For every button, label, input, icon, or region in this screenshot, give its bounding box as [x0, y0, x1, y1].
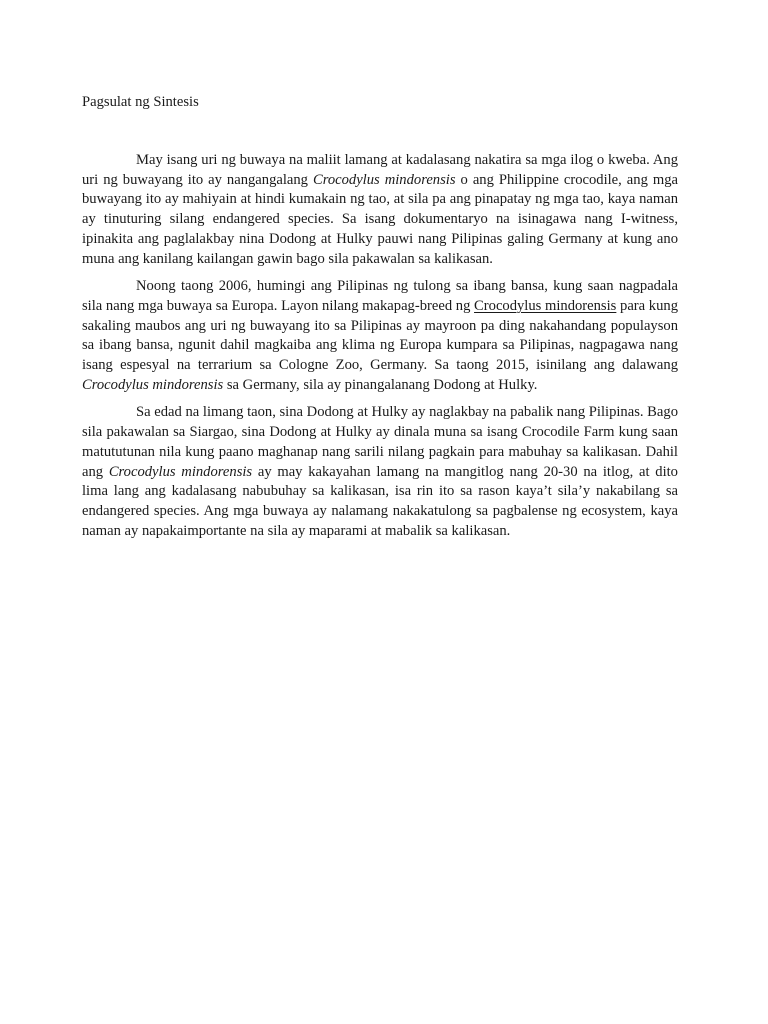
species-name-underlined: Crocodylus mindorensis: [474, 297, 617, 314]
paragraph-2-run-3: para kung sakaling maubos ang uri ng buwayang ito sa Pilipinas ay mayroon pa ding nakahandang populayson sa ibang bansa, ngunit dahil magkaiba ang klima ng Europa kumpara sa Pilipinas, nagpagawa nang isang espesyal na terrarium sa Cologne Zoo, Germany. Sa taong 2015, isinilang ang dalawang: [82, 297, 678, 374]
species-name-italic: Crocodylus mindorensis: [82, 376, 224, 393]
paragraph-2: [82, 277, 678, 395]
species-name-italic: Crocodylus mindorensis: [312, 171, 456, 188]
paragraph-1-run-3: o ang Philippine crocodile, ang mga buwayang ito ay mahiyain at hindi kumakain ng tao, at sila pa ang pinapatay ng mga tao, kaya naman ay tinuturing silang endangered species. Sa isang dokumentaryo na isinagawa nang I-witness, ipinakita ang paglalakbay nina Dodong at Hulky pauwi nang Pilipinas galing Germany at kung ano muna ang kanilang kailangan gawin bago sila pakawalan sa kalikasan.: [82, 171, 678, 267]
document-body: [82, 151, 678, 549]
paragraph-2-run-1: Noong taong 2006, humingi ang Pilipinas ng tulong sa ibang bansa, kung saan nagpadala sila nang mga buwaya sa Europa. Layon nilang makapag-breed ng: [82, 278, 678, 314]
paragraph-1-run-1: May isang uri ng buwaya na maliit lamang at kadalasang nakatira sa mga ilog o kweba. Ang uri ng buwayang ito ay nangangalang: [82, 152, 678, 188]
species-name-italic: Crocodylus mindorensis: [108, 463, 253, 480]
document-title: Pagsulat ng Sintesis: [82, 94, 199, 110]
paragraph-3-run-1: Sa edad na limang taon, sina Dodong at Hulky ay naglakbay na pabalik nang Pilipinas. Bago sila pakawalan sa Siargao, sina Dodong at Hulky ay dinala muna sa isang Crocodile Farm kung saan matututunan nila kung paano maghanap nang sarili nilang pagkain para mabuhay sa kalikasan. Dahil ang: [82, 404, 678, 480]
paragraph-1: [82, 151, 678, 269]
paragraph-2-run-5: sa Germany, sila ay pinangalanang Dodong at Hulky.: [223, 376, 538, 393]
paragraph-3: [82, 403, 678, 541]
paragraph-3-run-3: ay may kakayahan lamang na mangitlog nang 20-30 na itlog, at dito lima lang ang kadalasang nabubuhay sa kalikasan, isa rin ito sa rason kaya’t sila’y nakabilang sa endangered species. Ang mga buwaya ay nalamang nakakatulong sa pagbalense ng ecosystem, kaya naman ay napakaimportante na sila ay maparami at mabalik sa kalikasan.: [82, 463, 678, 539]
